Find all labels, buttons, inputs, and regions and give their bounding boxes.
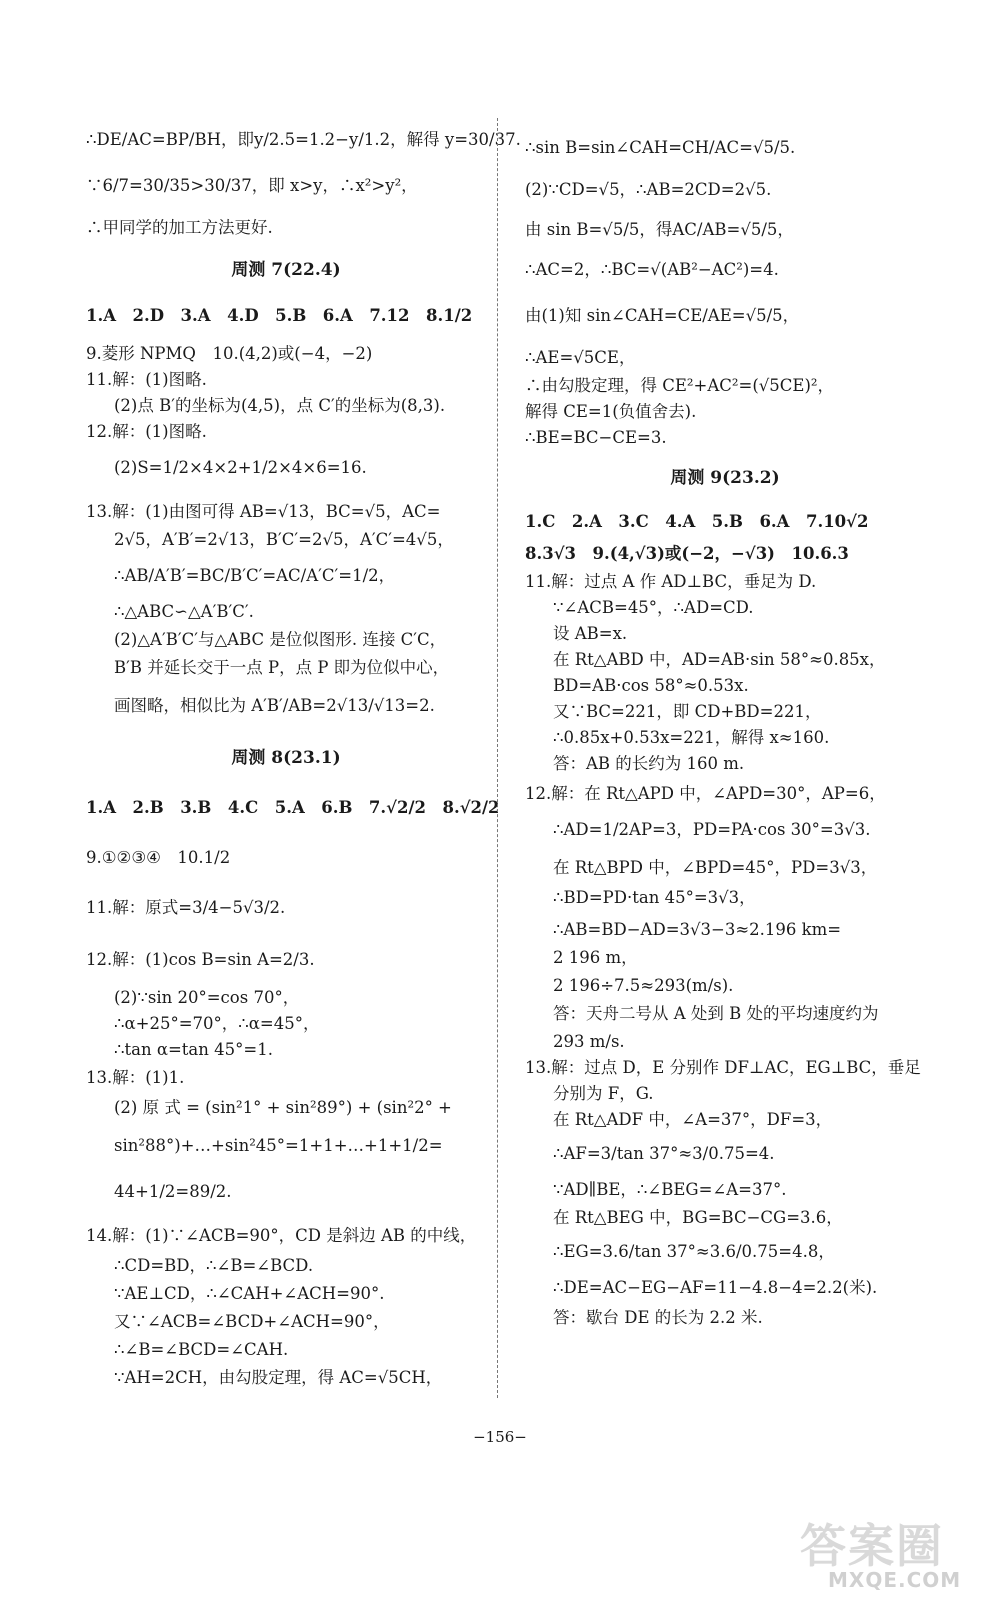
answer-line: 又∵BC=221，即 CD+BD=221， [553, 702, 822, 721]
answer-line: ∵∠ACB=45°，∴AD=CD. [553, 598, 754, 617]
answer-line: 在 Rt△BEG 中，BG=BC−CG=3.6， [553, 1208, 843, 1227]
answer-line: 在 Rt△ABD 中，AD=AB·sin 58°≈0.85x， [553, 650, 886, 669]
answer-line: ∴EG=3.6/tan 37°≈3.6/0.75=4.8， [553, 1242, 835, 1261]
answer-line: (2) 原 式 = (sin²1° + sin²89°) + (sin²2° + [114, 1098, 452, 1117]
answer-line: ∴AC=2，∴BC=√(AB²−AC²)=4. [525, 260, 779, 279]
answer-line: 12.解：(1)cos B=sin A=2/3. [86, 950, 315, 969]
answer-line: 11.解：原式=3/4−5√3/2. [86, 898, 286, 917]
answer-line: ∴AB=BD−AD=3√3−3≈2.196 km= [553, 920, 842, 939]
answer-line: ∴由勾股定理，得 CE²+AC²=(√5CE)²， [525, 376, 835, 395]
answer-line: ∴∠B=∠BCD=∠CAH. [114, 1340, 289, 1359]
answer-line: ∴α+25°=70°，∴α=45°， [114, 1014, 320, 1033]
answer-line: ∴AF=3/tan 37°≈3/0.75=4. [553, 1144, 775, 1163]
answer-line: 11.解：(1)图略. [86, 370, 207, 389]
answer-line: (2)∵CD=√5，∴AB=2CD=2√5. [525, 180, 772, 199]
column-divider [497, 118, 498, 1398]
answer-line: 1.A 2.D 3.A 4.D 5.B 6.A 7.12 8.1/2 [86, 306, 473, 325]
answer-line: 13.解：过点 D，E 分别作 DF⊥AC，EG⊥BC，垂足 [525, 1058, 921, 1077]
left-column [86, 110, 521, 1387]
answer-line: 13.解：(1)1. [86, 1068, 185, 1087]
answer-line: ∴甲同学的加工方法更好. [86, 218, 273, 237]
answer-line: (2)∵sin 20°=cos 70°， [114, 988, 300, 1007]
answer-line: ∴CD=BD，∴∠B=∠BCD. [114, 1256, 314, 1275]
answer-line: 又∵∠ACB=∠BCD+∠ACH=90°， [114, 1312, 390, 1331]
answer-line: 在 Rt△BPD 中，∠BPD=45°，PD=3√3， [553, 858, 878, 877]
answer-line: 2 196 m， [553, 948, 638, 967]
answer-line: 2 196÷7.5≈293(m/s). [553, 976, 734, 995]
answer-line: (2)S=1/2×4×2+1/2×4×6=16. [114, 458, 367, 477]
answer-line: (2)点 B′的坐标为(4,5)，点 C′的坐标为(8,3). [114, 396, 446, 415]
answer-line: BD=AB·cos 58°≈0.53x. [553, 676, 749, 695]
answer-line: ∴AE=√5CE， [525, 348, 636, 367]
answer-line: 由 sin B=√5/5，得AC/AB=√5/5， [525, 220, 794, 239]
answer-line: ∵AE⊥CD，∴∠CAH+∠ACH=90°. [114, 1284, 385, 1303]
answer-line: ∴DE=AC−EG−AF=11−4.8−4=2.2(米). [553, 1278, 878, 1297]
answer-line: sin²88°)+…+sin²45°=1+1+…+1+1/2= [114, 1136, 443, 1155]
answer-line: ∴△ABC∽△A′B′C′. [114, 602, 254, 621]
answer-line: 44+1/2=89/2. [114, 1182, 232, 1201]
watermark-logo: 答案圈 [800, 1519, 944, 1573]
answer-line: 在 Rt△ADF 中，∠A=37°，DF=3， [553, 1110, 833, 1129]
answer-line: 1.A 2.B 3.B 4.C 5.A 6.B 7.√2/2 8.√2/2 [86, 798, 500, 817]
answer-line: ∵AD∥BE，∴∠BEG=∠A=37°. [553, 1180, 787, 1199]
answer-line: 14.解：(1)∵∠ACB=90°，CD 是斜边 AB 的中线， [86, 1226, 477, 1245]
answer-line: 13.解：(1)由图可得 AB=√13，BC=√5，AC= [86, 502, 441, 521]
answer-line: 1.C 2.A 3.C 4.A 5.B 6.A 7.10√2 [525, 512, 869, 531]
answer-line: B′B 并延长交于一点 P，点 P 即为位似中心， [114, 658, 450, 677]
answer-line: 答：歇台 DE 的长为 2.2 米. [553, 1308, 763, 1327]
answer-line: 8.3√3 9.(4,√3)或(−2，−√3) 10.6.3 [525, 544, 849, 563]
right-column [525, 110, 925, 1360]
answer-line: 11.解：过点 A 作 AD⊥BC，垂足为 D. [525, 572, 817, 591]
answer-line: ∴BD=PD·tan 45°=3√3， [553, 888, 756, 907]
answer-line: 分别为 F，G. [553, 1084, 654, 1103]
answer-line: 2√5，A′B′=2√13，B′C′=2√5，A′C′=4√5， [114, 530, 454, 549]
answer-line: 答：AB 的长约为 160 m. [553, 754, 745, 773]
answer-line: 由(1)知 sin∠CAH=CE/AE=√5/5， [525, 306, 800, 325]
answer-line: 12.解：在 Rt△APD 中，∠APD=30°，AP=6， [525, 784, 886, 803]
answer-line: (2)△A′B′C′与△ABC 是位似图形. 连接 C′C， [114, 630, 447, 649]
answer-line: ∴BE=BC−CE=3. [525, 428, 667, 447]
page-number: −156− [473, 1428, 527, 1446]
answer-line: ∴0.85x+0.53x=221，解得 x≈160. [553, 728, 830, 747]
answer-line: 设 AB=x. [553, 624, 628, 643]
section-heading: 周测 7(22.4) [231, 260, 341, 280]
answer-line: 解得 CE=1(负值舍去). [525, 402, 697, 421]
answer-line: 9.菱形 NPMQ 10.(4,2)或(−4，−2) [86, 344, 373, 363]
section-heading: 周测 9(23.2) [670, 468, 780, 488]
section-heading: 周测 8(23.1) [231, 748, 341, 768]
answer-line: ∵6/7=30/35>30/37，即 x>y，∴x²>y²， [86, 176, 418, 195]
watermark [800, 1510, 985, 1590]
answer-line: 9.①②③④ 10.1/2 [86, 848, 231, 867]
answer-line: ∵AH=2CH，由勾股定理，得 AC=√5CH， [114, 1368, 443, 1387]
answer-line: 答：天舟二号从 A 处到 B 处的平均速度约为 [553, 1004, 879, 1023]
watermark-site: MXQE.COM [828, 1568, 962, 1592]
answer-line: 12.解：(1)图略. [86, 422, 207, 441]
answer-line: ∴AB/A′B′=BC/B′C′=AC/A′C′=1/2， [114, 566, 396, 585]
answer-line: 293 m/s. [553, 1032, 625, 1051]
answer-line: 画图略，相似比为 A′B′/AB=2√13/√13=2. [114, 696, 435, 715]
answer-line: ∴sin B=sin∠CAH=CH/AC=√5/5. [525, 138, 796, 157]
answer-line: ∴DE/AC=BP/BH，即y/2.5=1.2−y/1.2，解得 y=30/37. [86, 130, 521, 149]
answer-line: ∴AD=1/2AP=3，PD=PA·cos 30°=3√3. [553, 820, 871, 839]
answer-line: ∴tan α=tan 45°=1. [114, 1040, 273, 1059]
